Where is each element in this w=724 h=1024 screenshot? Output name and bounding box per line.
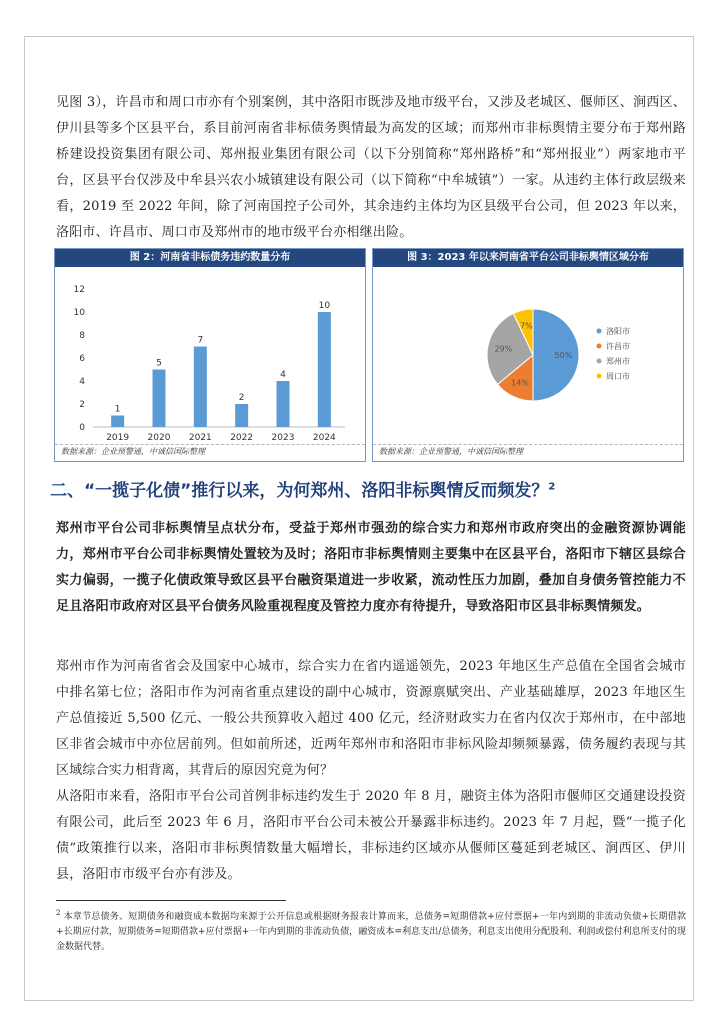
bar (277, 381, 290, 427)
y-tick-label: 0 (79, 423, 85, 433)
bar (235, 404, 248, 427)
figure-bar-chart (54, 248, 366, 462)
footnote-number: 2 (56, 909, 61, 917)
legend-label: 周口市 (606, 372, 630, 381)
figure-title: 图 2：河南省非标债务违约数量分布 (55, 249, 365, 267)
bar (194, 347, 207, 428)
legend-marker (597, 374, 602, 379)
footnote-rule (56, 900, 286, 901)
bar (153, 370, 166, 428)
paragraph-summary: 郑州市平台公司非标舆情呈点状分布，受益于郑州市强劲的综合实力和郑州市政府突出的金融资源协调能力，郑州市平台公司非标舆情处置较为及时；洛阳市非标舆情则主要集中在区县平台，洛阳市下辖区县综合实力偏弱，一揽子化债政策导致区县平台融资渠道进一步收紧，流动性压力加剧，叠加自身债务管控能力不足且洛阳市政府对区县平台债务风险重视程度及管控力度亦有待提升，导致洛阳市区县非标舆情频发。 (56, 521, 686, 614)
paragraph-intro: 见图 3），许昌市和周口市亦有个别案例，其中洛阳市既涉及地市级平台，又涉及老城区、偃师区、涧西区、伊川县等多个区县平台，系目前河南省非标债务舆情最为高发的区域；而郑州市非标舆情主要分布于郑州路桥建设投资集团有限公司、郑州报业集团有限公司（以下分别简称“郑州路桥”和“郑州报业”）两家地市平台，区县平台仅涉及中牟县兴农小城镇建设有限公司（以下简称“中牟城镇”）一家。从违约主体行政层级来看，2019 至 2022 年间，除了河南国控子公司外，其余违约主体均为区县级平台公司，但 2023 年以来，洛阳市、许昌市、周口市及郑州市的地市级平台亦相继出险。 (56, 95, 686, 240)
footnote-ref: 2 (548, 481, 556, 493)
figure-source: 数据来源：企业预警通，中诚信国际整理 (379, 447, 523, 456)
data-label: 1 (114, 404, 121, 415)
bar (318, 312, 331, 427)
x-tick-label: 2023 (271, 433, 295, 443)
y-tick-label: 8 (79, 331, 85, 341)
x-tick-label: 2019 (106, 433, 130, 443)
x-tick-label: 2024 (312, 433, 336, 443)
y-tick-label: 10 (73, 308, 85, 318)
data-label: 5 (156, 358, 162, 369)
x-tick-label: 2022 (230, 433, 254, 443)
legend-marker (597, 329, 602, 334)
x-tick-label: 2021 (188, 433, 212, 443)
divider (55, 444, 365, 445)
slice-label: 50% (554, 351, 573, 360)
data-label: 7 (197, 335, 204, 346)
bar-chart (55, 267, 365, 443)
slice-label: 14% (511, 378, 529, 388)
y-tick-label: 6 (79, 354, 85, 364)
paragraph-luoyang: 从洛阳市来看，洛阳市平台公司首例非标违约发生于 2020 年 8 月，融资主体为洛阳市偃师区交通建设投资有限公司，此后至 2023 年 6 月，洛阳市平台公司未被公开暴露非标违约。2023 年 7 月起，暨“一揽子化债”政策推行以来，洛阳市非标舆情数量大幅增长，非标违约区域亦从偃师区蔓延到老城区、涧西区、伊川县，洛阳市市级平台亦有涉及。 (56, 789, 686, 882)
legend-marker (597, 344, 602, 349)
legend-label: 许昌市 (606, 342, 630, 351)
figure-pie-chart (372, 248, 684, 462)
data-label: 2 (238, 393, 245, 403)
x-tick-label: 2020 (147, 433, 171, 443)
footnote (56, 906, 686, 955)
figure-title: 图 3：2023 年以来河南省平台公司非标舆情区域分布 (373, 249, 683, 267)
legend-marker (597, 359, 602, 364)
slice-label: 29% (494, 344, 513, 354)
paragraph-zhengzhou-luoyang: 郑州市作为河南省省会及国家中心城市，综合实力在省内遥遥领先，2023 年地区生产总值在全国省会城市中排名第七位；洛阳市作为河南省重点建设的副中心城市，资源禀赋突出、产业基础雄厚，2023 年地区生产总值接近 5,500 亿元、一般公共预算收入超过 400 亿元，经济财政实力在省内仅次于郑州市，在中部地区非省会城市中亦位居前列。但如前所述，近两年郑州市和洛阳市非标风险却频频暴露，债务履约表现与其区域综合实力相背离，其背后的原因究竟为何？ (56, 659, 686, 778)
figure-source: 数据来源：企业预警通，中诚信国际整理 (61, 447, 205, 456)
data-label: 4 (280, 370, 286, 380)
bar (111, 416, 124, 428)
section-heading-text: 二、“一揽子化债”推行以来，为何郑州、洛阳非标舆情反而频发？ (50, 481, 549, 501)
pie-chart (373, 267, 683, 443)
legend-label: 郑州市 (606, 357, 630, 366)
legend-label: 洛阳市 (606, 327, 630, 336)
footnote-text: 本章节总债务、短期债务和融资成本数据均来源于公开信息或根据财务报表计算而来，总债务=短期借款+应付票据+一年内到期的非流动负债+长期借款+长期应付款，短期债务=短期借款+应付票据+一年内到期的非流动负债，融资成本=利息支出/总债务，利息支出使用分配股利、利润或偿付利息所支付的现金数据代替。 (56, 912, 686, 952)
divider (373, 444, 683, 445)
section-heading (50, 476, 555, 501)
y-tick-label: 2 (79, 400, 85, 410)
data-label: 10 (318, 301, 331, 311)
slice-label: 7% (520, 321, 533, 331)
y-tick-label: 4 (79, 377, 85, 387)
y-tick-label: 12 (73, 285, 85, 295)
